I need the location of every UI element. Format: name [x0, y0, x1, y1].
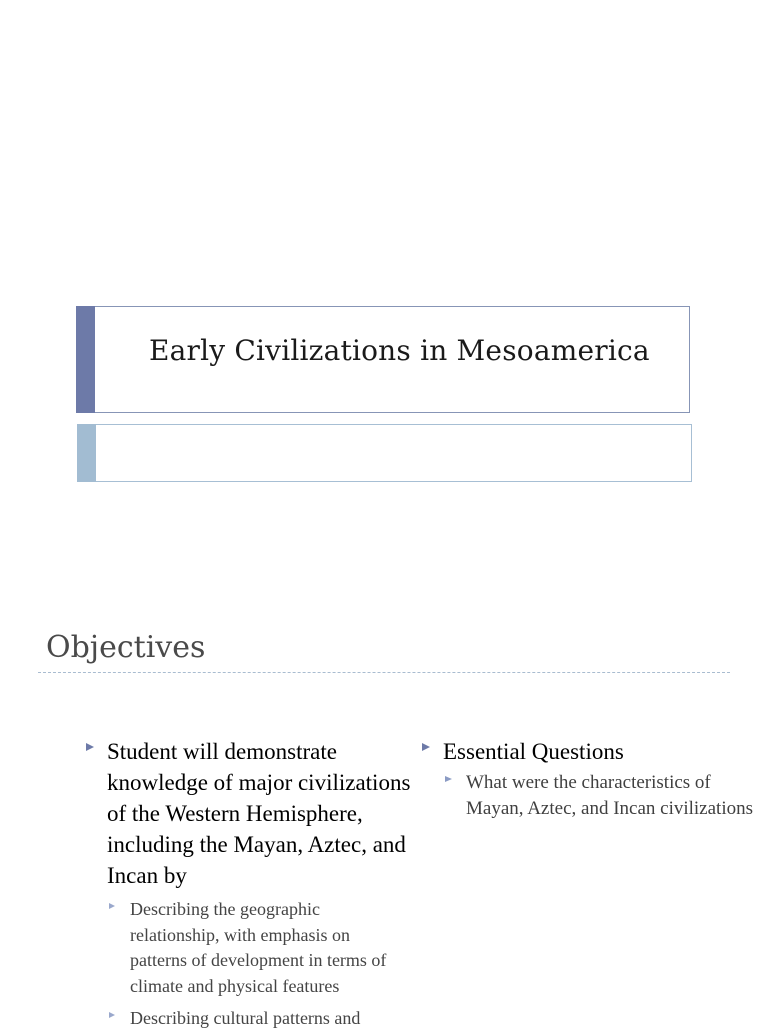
bullet-text: Student will demonstrate knowledge of major civilizations of the Western Hemisphere, including the Mayan, Aztec, and Incan by [107, 739, 411, 888]
title-accent-bar [76, 306, 95, 413]
list-item [86, 736, 411, 891]
list-item [445, 770, 762, 822]
subtitle-box [77, 424, 692, 482]
list-item [109, 1006, 411, 1032]
subtitle-accent-bar [77, 424, 96, 482]
triangle-bullet-icon [86, 743, 94, 751]
triangle-bullet-icon [109, 903, 115, 909]
heading-divider [38, 672, 730, 673]
bullet-text: Describing cultural patterns and [130, 1008, 361, 1028]
slide-title: Early Civilizations in Mesoamerica [149, 334, 650, 367]
triangle-bullet-icon [445, 776, 452, 782]
right-column [422, 736, 762, 822]
list-item [109, 897, 411, 999]
list-item [422, 736, 762, 767]
bullet-text: Describing the geographic relationship, with emphasis on patterns of development in terms of climate and physical features [130, 899, 387, 996]
triangle-bullet-icon [109, 1012, 115, 1018]
bullet-text: What were the characteristics of Mayan, Aztec, and Incan civilizations [466, 772, 754, 819]
triangle-bullet-icon [422, 743, 430, 751]
left-column [86, 736, 411, 1032]
objectives-heading: Objectives [46, 630, 206, 665]
bullet-text: Essential Questions [443, 739, 624, 764]
